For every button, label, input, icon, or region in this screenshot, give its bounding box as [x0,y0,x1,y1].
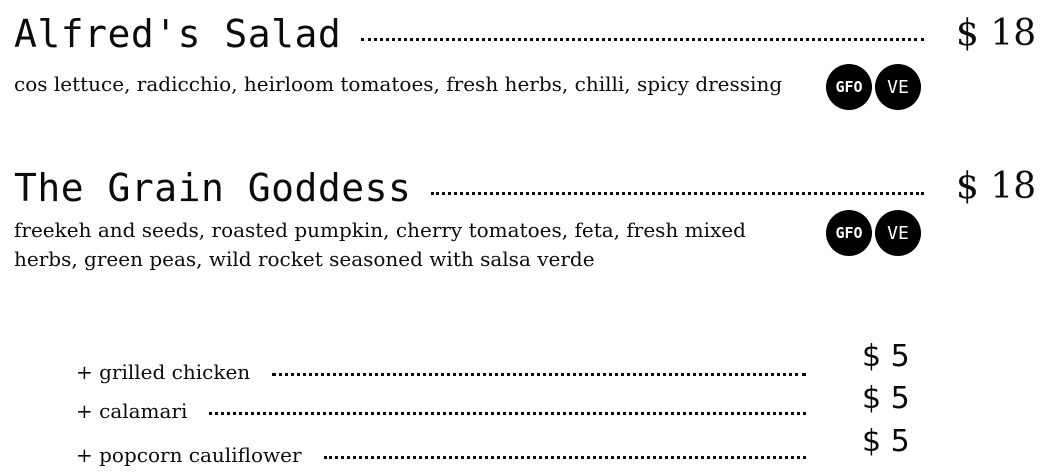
menu-item-description: freekeh and seeds, roasted pumpkin, cherry tomatoes, feta, fresh mixed herbs, green peas, wild rocket seasoned with salsa verde [14,218,746,271]
dot-leader [431,192,924,195]
menu-item-title-row [14,10,924,58]
menu-item-price: $ 18 [956,166,1037,207]
addon-label: + grilled chicken [76,360,251,384]
addon-price: $ 5 [862,424,910,459]
dot-leader [272,373,806,376]
dot-leader [361,38,924,41]
gluten-free-option-badge: GFO [826,64,872,110]
menu-item-title-row [14,164,924,212]
addon-price: $ 5 [862,381,910,416]
menu-item-name: Alfred's Salad [14,12,342,56]
addon-row [76,396,806,426]
vegetarian-badge: VE [875,210,921,256]
dietary-badges [826,64,921,110]
addon-label: + calamari [76,399,188,423]
menu-item-price: $ 18 [956,13,1037,54]
menu-item-name: The Grain Goddess [14,166,412,210]
addon-row [76,357,806,387]
dot-leader [324,456,807,459]
dot-leader [209,412,806,415]
addon-label: + popcorn cauliflower [76,443,302,467]
gluten-free-option-badge: GFO [826,210,872,256]
addon-row [76,440,806,470]
dietary-badges [826,210,921,256]
vegetarian-badge: VE [875,64,921,110]
addon-price: $ 5 [862,339,910,374]
menu-item-description: cos lettuce, radicchio, heirloom tomatoes, fresh herbs, chilli, spicy dressing [14,72,783,96]
